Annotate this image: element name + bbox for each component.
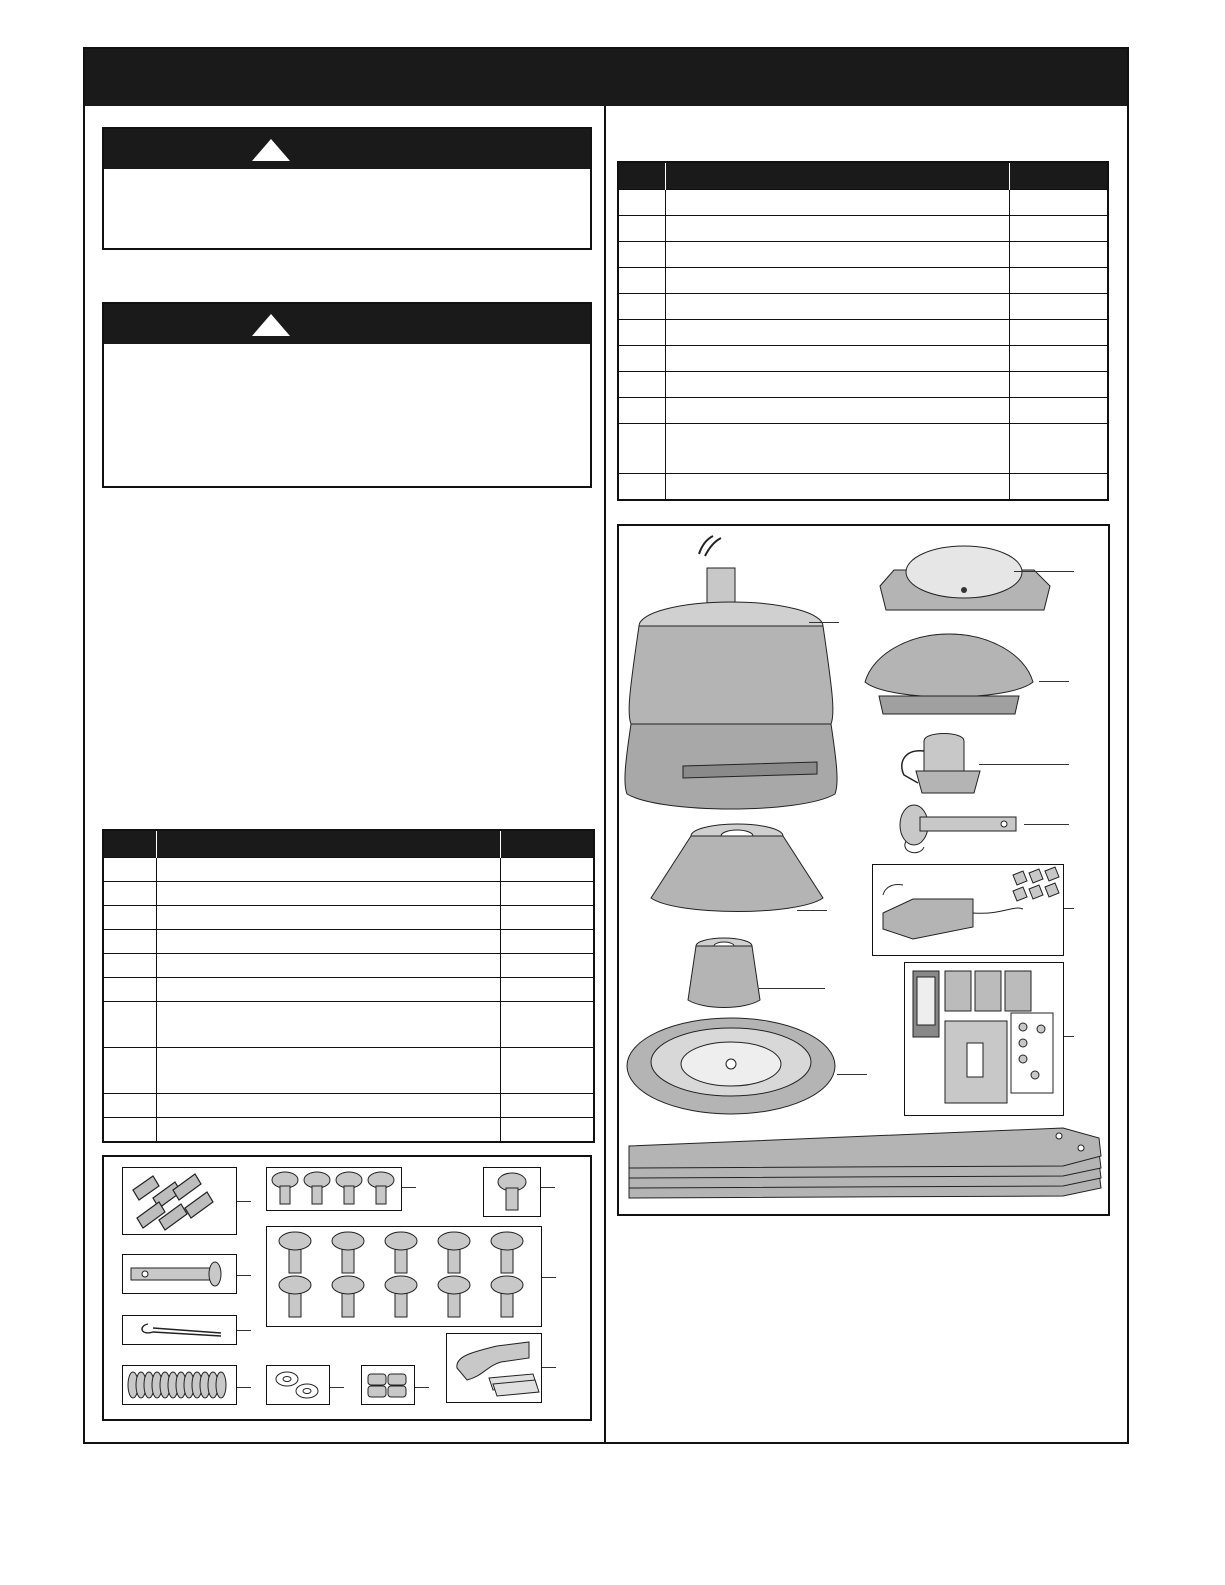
column-header — [156, 830, 501, 858]
blades-icon — [623, 1122, 1107, 1208]
wire-nuts-icon — [122, 1167, 237, 1235]
table-cell — [1010, 346, 1108, 372]
table-cell — [618, 474, 665, 500]
column-header — [1010, 162, 1108, 190]
table-cell — [156, 906, 501, 930]
hardware-table — [102, 829, 595, 1143]
table-cell — [618, 320, 665, 346]
table-cell — [618, 398, 665, 424]
table-cell — [501, 930, 594, 954]
table-row — [103, 1002, 594, 1048]
warning-header — [104, 129, 590, 169]
motor-assembly-icon — [621, 534, 851, 819]
warning-box-1 — [102, 127, 592, 250]
table-cell — [501, 1048, 594, 1094]
table-row — [618, 424, 1108, 474]
table-cell — [618, 346, 665, 372]
table-cell — [665, 372, 1010, 398]
table-cell — [665, 242, 1010, 268]
warning-header — [104, 304, 590, 344]
table-row — [618, 398, 1108, 424]
table-row — [103, 1094, 594, 1118]
table-cell — [665, 216, 1010, 242]
canopy-icon — [647, 818, 827, 918]
table-row — [103, 906, 594, 930]
table-row — [618, 268, 1108, 294]
column-header — [665, 162, 1010, 190]
switch-housing-icon — [859, 626, 1039, 722]
table-cell — [618, 190, 665, 216]
table-cell — [501, 906, 594, 930]
clevis-pin-icon — [122, 1254, 237, 1294]
table-header-row — [103, 830, 594, 858]
table-cell — [156, 858, 501, 882]
table-cell — [1010, 372, 1108, 398]
table-cell — [618, 424, 665, 474]
table-cell — [618, 372, 665, 398]
table-cell — [501, 978, 594, 1002]
table-cell — [156, 1094, 501, 1118]
warning-triangle-icon — [252, 314, 290, 336]
table-cell — [1010, 268, 1108, 294]
table-row — [618, 190, 1108, 216]
table-cell — [618, 242, 665, 268]
blade-screw — [491, 1276, 523, 1317]
warning-triangle-icon — [252, 139, 290, 161]
table-cell — [665, 190, 1010, 216]
table-cell — [103, 882, 156, 906]
table-cell — [501, 858, 594, 882]
table-cell — [1010, 320, 1108, 346]
coupling-cover-icon — [684, 936, 764, 1012]
blade-screw — [332, 1232, 364, 1273]
table-cell — [501, 954, 594, 978]
table-cell — [618, 268, 665, 294]
table-cell — [103, 1002, 156, 1048]
spare-screw-icon — [483, 1167, 541, 1217]
table-cell — [103, 1094, 156, 1118]
blade-screw — [332, 1276, 364, 1317]
wall-control-icon — [904, 962, 1064, 1116]
table-row — [618, 346, 1108, 372]
table-cell — [665, 424, 1010, 474]
table-cell — [665, 294, 1010, 320]
parts-illustration-panel — [617, 524, 1110, 1216]
table-cell — [156, 930, 501, 954]
table-row — [618, 294, 1108, 320]
blade-screw — [491, 1232, 523, 1273]
table-row — [103, 1118, 594, 1142]
table-cell — [103, 930, 156, 954]
table-row — [103, 978, 594, 1002]
warning-box-2 — [102, 302, 592, 488]
table-cell — [665, 474, 1010, 500]
hardware-illustration-panel — [102, 1155, 592, 1421]
table-cell — [103, 978, 156, 1002]
table-cell — [103, 906, 156, 930]
table-cell — [501, 1094, 594, 1118]
column-divider — [604, 106, 606, 1444]
table-cell — [1010, 242, 1108, 268]
table-cell — [1010, 474, 1108, 500]
downrod-icon — [884, 801, 1024, 861]
table-row — [618, 216, 1108, 242]
table-cell — [1010, 216, 1108, 242]
column-header — [103, 830, 156, 858]
table-cell — [156, 978, 501, 1002]
table-cell — [1010, 294, 1108, 320]
receiver-icon — [872, 864, 1064, 956]
blade-screws-icon — [266, 1226, 542, 1327]
table-row — [103, 858, 594, 882]
blade-screw — [385, 1276, 417, 1317]
table-cell — [156, 1118, 501, 1142]
table-row — [103, 930, 594, 954]
table-cell — [156, 1048, 501, 1094]
column-header — [618, 162, 665, 190]
hairpin-clip-icon — [122, 1315, 237, 1345]
table-cell — [665, 346, 1010, 372]
table-cell — [665, 320, 1010, 346]
canopy-screws-icon — [266, 1167, 402, 1211]
table-row — [103, 954, 594, 978]
blade-screw — [438, 1276, 470, 1317]
table-cell — [156, 882, 501, 906]
table-cell — [501, 1002, 594, 1048]
table-row — [103, 882, 594, 906]
table-cell — [103, 954, 156, 978]
column-header — [501, 830, 594, 858]
table-cell — [156, 1002, 501, 1048]
table-header-row — [618, 162, 1108, 190]
table-row — [618, 242, 1108, 268]
mounting-plate-icon — [623, 1014, 843, 1126]
table-row — [103, 1048, 594, 1094]
table-cell — [1010, 190, 1108, 216]
lock-washers-icon — [266, 1365, 330, 1405]
table-row — [618, 474, 1108, 500]
balancing-kit-icon — [446, 1333, 542, 1403]
table-cell — [103, 1118, 156, 1142]
table-cell — [103, 858, 156, 882]
hanger-bracket-icon — [894, 731, 1004, 801]
table-row — [618, 372, 1108, 398]
blade-screw — [385, 1232, 417, 1273]
table-cell — [665, 398, 1010, 424]
table-cell — [665, 268, 1010, 294]
table-cell — [618, 294, 665, 320]
screw-roll-icon — [122, 1365, 237, 1405]
table-cell — [501, 882, 594, 906]
blade-screw — [279, 1276, 311, 1317]
table-cell — [103, 1048, 156, 1094]
table-cell — [1010, 424, 1108, 474]
table-cell — [501, 1118, 594, 1142]
table-cell — [618, 216, 665, 242]
blade-screw — [279, 1232, 311, 1273]
table-row — [618, 320, 1108, 346]
nuts-icon — [361, 1365, 415, 1405]
switch-housing-cap-icon — [874, 536, 1054, 618]
table-cell — [156, 954, 501, 978]
table-cell — [1010, 398, 1108, 424]
parts-list-table — [617, 161, 1109, 501]
blade-screw — [438, 1232, 470, 1273]
